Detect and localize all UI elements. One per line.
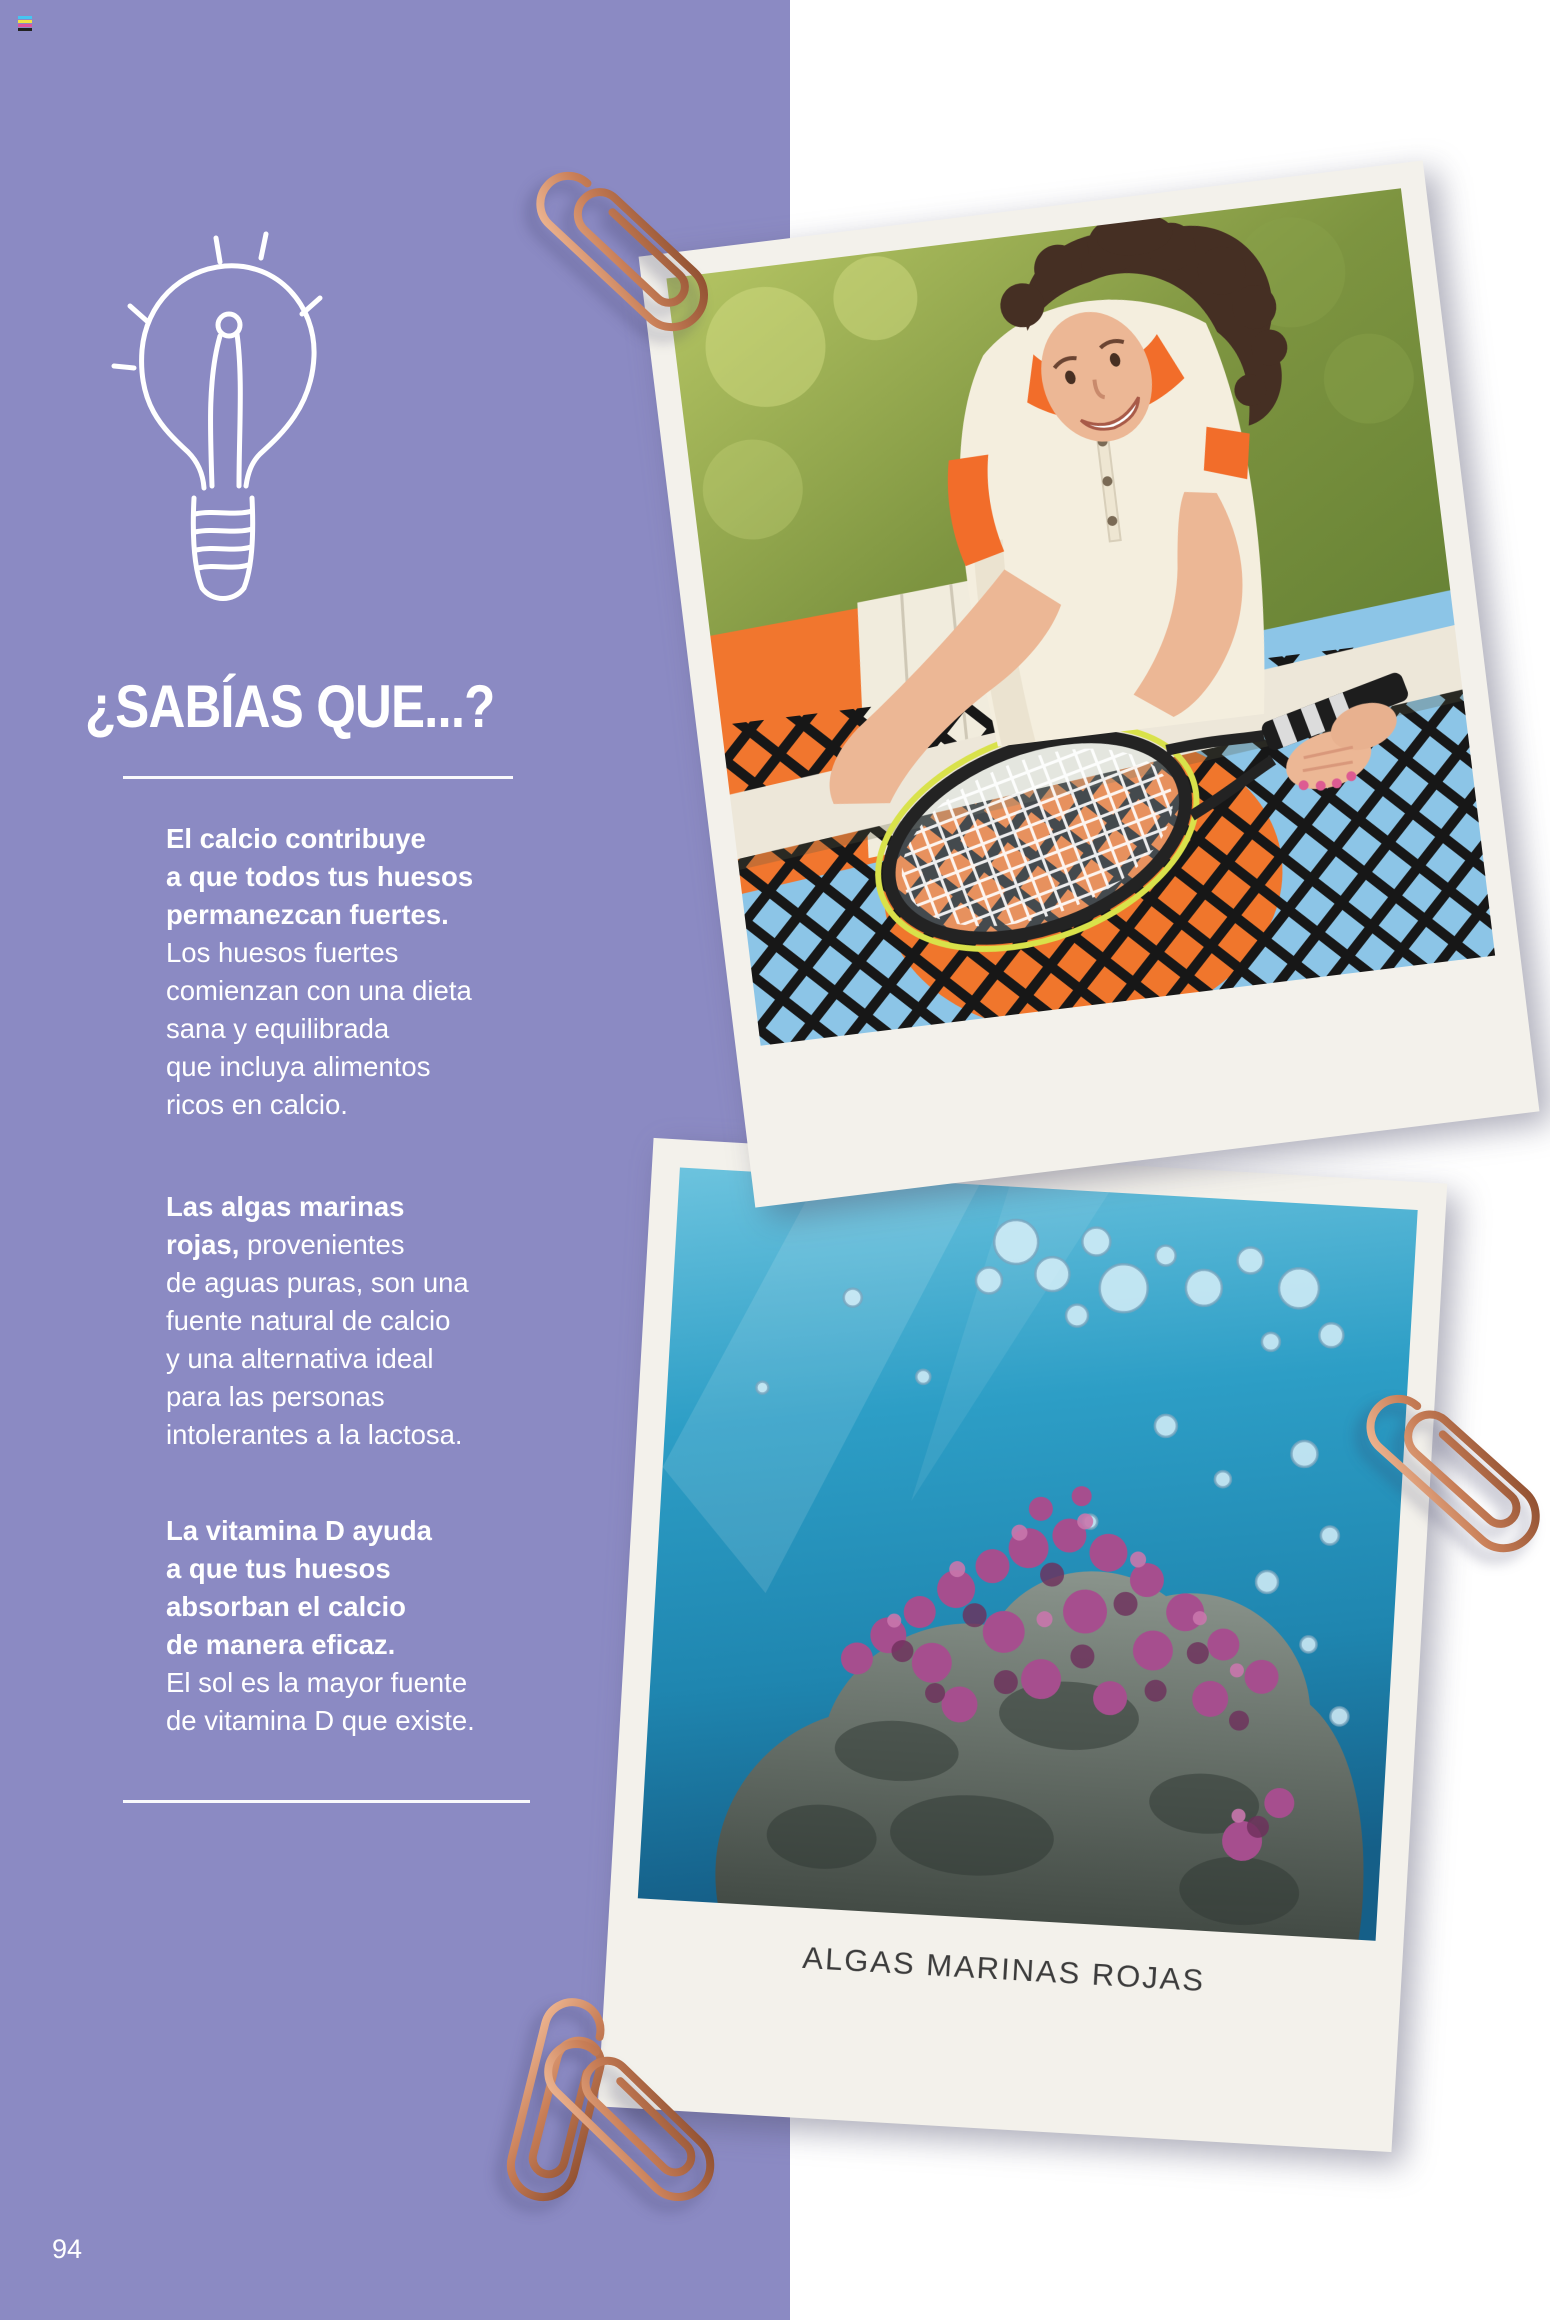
reg-stripe-black xyxy=(18,28,32,31)
text-line: El calcio contribuye xyxy=(166,823,426,854)
reg-stripe-cyan xyxy=(18,16,32,19)
photo-caption: ALGAS MARINAS ROJAS xyxy=(801,1939,1207,1999)
reg-stripe-yellow xyxy=(18,20,32,23)
red-seaweed-photo xyxy=(638,1167,1418,1940)
text-line: La vitamina D ayuda xyxy=(166,1515,432,1546)
text-line: permanezcan fuertes. xyxy=(166,899,449,930)
text-line: de aguas puras, son una xyxy=(166,1267,469,1298)
tennis-player-photo xyxy=(666,188,1495,1045)
paragraph-vitamin-d xyxy=(166,1512,475,1740)
text-line: a que todos tus huesos xyxy=(166,861,474,892)
divider-bottom xyxy=(123,1800,530,1803)
text-line: de vitamina D que existe. xyxy=(166,1705,475,1736)
text-line: que incluya alimentos xyxy=(166,1051,431,1082)
text-line: rojas, provenientes xyxy=(166,1229,405,1260)
text-line: de manera eficaz. xyxy=(166,1629,396,1660)
text-line: ricos en calcio. xyxy=(166,1089,348,1120)
polaroid-tennis xyxy=(639,160,1540,1207)
text-line: sana y equilibrada xyxy=(166,1013,390,1044)
text-line: y una alternativa ideal xyxy=(166,1343,434,1374)
text-line: absorban el calcio xyxy=(166,1591,406,1622)
divider-top xyxy=(123,776,513,779)
text-line: El sol es la mayor fuente xyxy=(166,1667,468,1698)
paragraph-calcium xyxy=(166,820,473,1124)
text-line: para las personas xyxy=(166,1381,385,1412)
text-line: a que tus huesos xyxy=(166,1553,391,1584)
lightbulb-sketch-icon xyxy=(100,208,350,628)
text-line: fuente natural de calcio xyxy=(166,1305,451,1336)
text-line: comienzan con una dieta xyxy=(166,975,472,1006)
text-line: intolerantes a la lactosa. xyxy=(166,1419,463,1450)
paragraph-algae xyxy=(166,1188,469,1454)
text-line: Las algas marinas xyxy=(166,1191,405,1222)
page-number: 94 xyxy=(52,2234,83,2264)
reg-stripe-magenta xyxy=(18,24,32,27)
text-line: Los huesos fuertes xyxy=(166,937,399,968)
polaroid-algae xyxy=(598,1138,1448,2152)
registration-color-mark-icon xyxy=(18,16,32,32)
page-title: ¿SABÍAS QUE...? xyxy=(85,673,495,740)
